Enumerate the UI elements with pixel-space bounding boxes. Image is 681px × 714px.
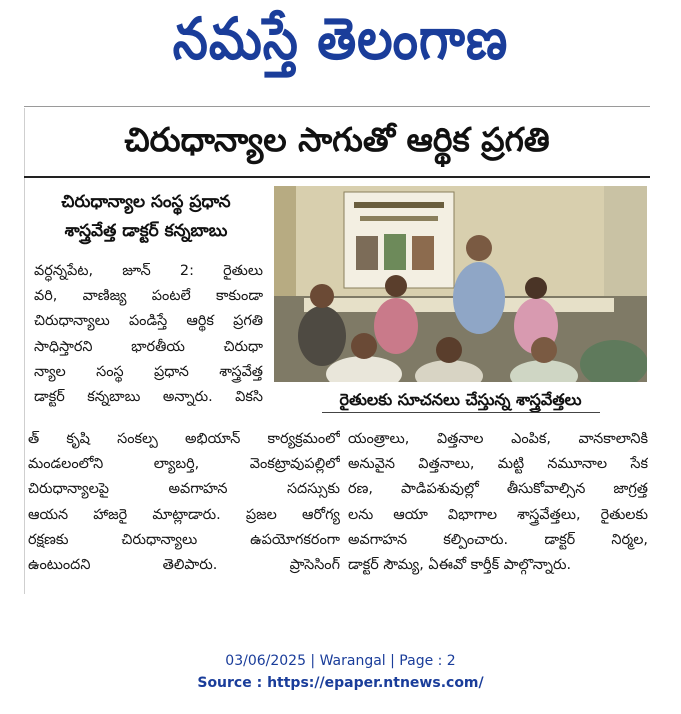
body-line: న్యాల సంస్థ ప్రధాన శాస్త్రవేత్త	[34, 363, 263, 380]
body-line: లను ఆయా విభాగాల శాస్త్రవేత్తలు, రైతులకు	[348, 506, 648, 523]
caption-underline	[322, 412, 600, 413]
body-line: అనువైన విత్తనాలు, మట్టి నమూనాల సేక	[348, 456, 648, 473]
body-line: చిరుధాన్యాలు పండిస్తే ఆర్థిక ప్రగతి	[34, 313, 263, 330]
body-column-right-bottom	[348, 427, 648, 578]
body-line: వర్ధన్నపేట, జూన్ 2: రైతులు	[34, 263, 263, 279]
page-footer	[0, 650, 681, 694]
body-line: రక్షణకు చిరుధాన్యాలు ఉపయోగకరంగా	[28, 531, 340, 548]
body-line: చిరుధాన్యాలపై అవగాహన సదస్సుకు	[28, 481, 340, 498]
body-line: యంత్రాలు, విత్తనాల ఎంపిక, వానకాలానికి	[348, 431, 648, 447]
masthead	[0, 0, 681, 92]
body-line: ఉంటుందని తెలిపారు. ప్రాసెసింగ్	[28, 557, 340, 574]
top-divider	[24, 106, 650, 107]
body-line: డాక్టర్ కన్నబాబు అన్నారు. వికసి	[34, 389, 263, 406]
body-line: రణ, పాడిపశువుల్లో తీసుకోవాల్సిన జాగ్రత్త	[348, 481, 648, 498]
edition-info: 03/06/2025 | Warangal | Page : 2	[225, 653, 456, 669]
body-line: సాధిస్తారని భారతీయ చిరుధా	[34, 338, 263, 355]
subhead-line: శాస్త్రవేత్త డాక్టర్ కన్నబాబు	[64, 221, 228, 241]
photo-illustration	[274, 186, 647, 382]
body-line: మండలంలోని ల్యాబర్తి, వెంకట్రావుపల్లిలో	[28, 456, 340, 473]
newspaper-logo: నమస్తే తెలంగాణ	[172, 5, 509, 72]
photo-caption: రైతులకు సూచనలు చేస్తున్న శాస్త్రవేత్తలు	[339, 389, 582, 409]
body-line: డాక్టర్ సౌమ్య, ఏఈవో కార్తీక్ పాల్గొన్నారు.	[348, 557, 572, 574]
headline-divider	[24, 176, 650, 178]
subhead-line: చిరుధాన్యాల సంస్థ ప్రధాన	[61, 192, 231, 212]
source-url: Source : https://epaper.ntnews.com/	[197, 675, 484, 691]
body-line: త్ కృషి సంకల్ప అభియాన్ కార్యక్రమంలో	[28, 431, 340, 447]
body-column-left-top	[34, 259, 263, 410]
article-headline: చిరుధాన్యాల సాగుతో ఆర్థిక ప్రగతి	[124, 119, 550, 159]
body-line: అవగాహన కల్పించారు. డాక్టర్ నిర్మల,	[348, 531, 648, 548]
article-photo	[274, 186, 647, 382]
body-line: ఆయన హాజరై మాట్లాడారు. ప్రజల ఆరోగ్య	[28, 506, 340, 523]
body-column-left-bottom	[28, 427, 340, 578]
article-subhead	[30, 188, 262, 246]
body-line: వరి, వాణిజ్య పంటలే కాకుండా	[34, 288, 263, 305]
